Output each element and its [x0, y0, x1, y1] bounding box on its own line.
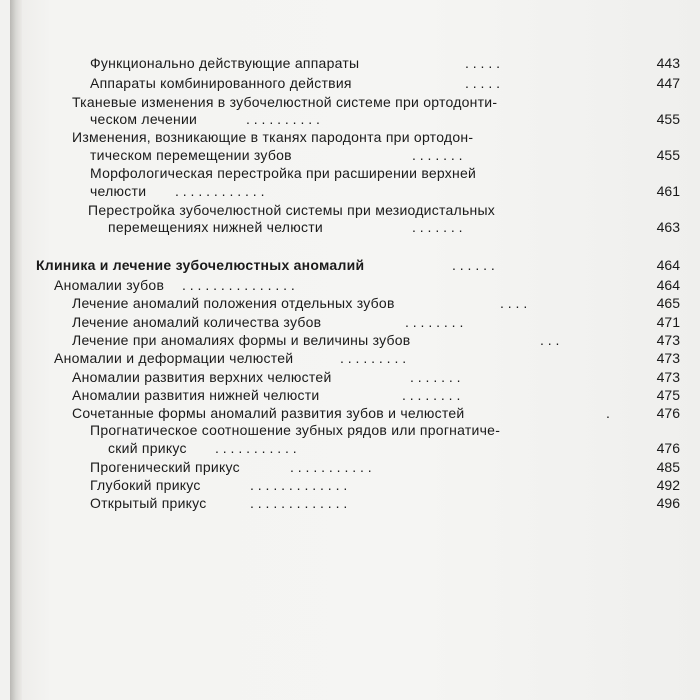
toc-section-heading: Клиника и лечение зубочелюстных аномалий	[36, 257, 365, 273]
toc-entry-line: Лечение аномалий количества зубов	[72, 314, 322, 330]
toc-page-number: 465	[656, 295, 680, 311]
toc-page-number: 455	[656, 147, 680, 163]
toc-page-number: 473	[656, 350, 680, 366]
toc-entry-line: Тканевые изменения в зубочелюстной системе при ортодонти-	[72, 94, 498, 110]
toc-page-number: 476	[656, 405, 680, 421]
toc-page-number: 496	[656, 495, 680, 511]
toc-leader-dots: . . . . . . . . .	[340, 350, 407, 366]
toc-leader-dots: . . . . . . . . . . . . .	[250, 477, 348, 493]
toc-entry-line: Прогенический прикус	[90, 459, 240, 475]
toc-page-number: 485	[656, 459, 680, 475]
toc-page-number: 492	[656, 477, 680, 493]
toc-entry-line: Перестройка зубочелюстной системы при мезиодистальных	[88, 202, 496, 218]
binding-shadow	[10, 0, 22, 700]
toc-page-number: 475	[656, 387, 680, 403]
book-page	[10, 0, 700, 700]
toc-page-number: 476	[656, 440, 680, 456]
toc-leader-dots: . . . . . . . .	[405, 314, 464, 330]
toc-leader-dots: .	[606, 405, 610, 421]
toc-leader-dots: . . . . . . . . . . .	[290, 459, 372, 475]
toc-entry-line: Аппараты комбинированного действия	[90, 75, 352, 91]
toc-entry-line: Аномалии зубов	[54, 277, 165, 293]
toc-page-number: 464	[656, 277, 680, 293]
toc-page-number: 473	[656, 369, 680, 385]
toc-leader-dots: . . . . . . . .	[402, 387, 461, 403]
toc-entry-line: перемещениях нижней челюсти	[108, 219, 323, 235]
toc-entry-line: Морфологическая перестройка при расширении верхней	[90, 165, 477, 181]
toc-leader-dots: . . . . . . .	[412, 147, 463, 163]
toc-page-number: 473	[656, 332, 680, 348]
toc-entry-line: Сочетанные формы аномалий развития зубов и челюстей	[72, 405, 465, 421]
toc-leader-dots: . . . .	[500, 295, 528, 311]
toc-leader-dots: . . .	[540, 332, 560, 348]
toc-leader-dots: . . . . . . .	[412, 219, 463, 235]
toc-page-number: 443	[656, 55, 680, 71]
toc-entry-line: Аномалии и деформации челюстей	[54, 350, 294, 366]
toc-page-number: 461	[656, 183, 680, 199]
toc-leader-dots: . . . . . . .	[410, 369, 461, 385]
toc-page-number: 464	[656, 257, 680, 273]
toc-leader-dots: . . . . . . . . . . . .	[175, 183, 265, 199]
toc-leader-dots: . . . . . . . . . . . . .	[250, 495, 348, 511]
toc-entry-line: Лечение аномалий положения отдельных зубов	[72, 295, 395, 311]
toc-entry-line: Аномалии развития верхних челюстей	[72, 369, 332, 385]
toc-entry-line: Прогнатическое соотношение зубных рядов или прогнатиче-	[90, 422, 501, 438]
toc-page-number: 471	[656, 314, 680, 330]
toc-leader-dots: . . . . . .	[452, 257, 495, 273]
toc-entry-line: челюсти	[90, 183, 147, 199]
toc-entry-line: тическом перемещении зубов	[90, 147, 292, 163]
toc-page-number: 455	[656, 111, 680, 127]
toc-entry-line: Глубокий прикус	[90, 477, 201, 493]
toc-leader-dots: . . . . . . . . . . .	[215, 440, 297, 456]
toc-page-number: 463	[656, 219, 680, 235]
toc-entry-line: Лечение при аномалиях формы и величины зубов	[72, 332, 411, 348]
toc-entry-line: Открытый прикус	[90, 495, 207, 511]
toc-entry-line: Изменения, возникающие в тканях пародонта при ортодон-	[72, 129, 474, 145]
toc-leader-dots: . . . . .	[465, 55, 501, 71]
toc-page-number: 447	[656, 75, 680, 91]
toc-leader-dots: . . . . .	[465, 75, 501, 91]
toc-leader-dots: . . . . . . . . . .	[246, 111, 320, 127]
toc-entry-line: ский прикус	[108, 440, 187, 456]
toc-entry-line: Функционально действующие аппараты	[90, 55, 360, 71]
toc-leader-dots: . . . . . . . . . . . . . . .	[182, 277, 295, 293]
toc-entry-line: ческом лечении	[90, 111, 198, 127]
toc-entry-line: Аномалии развития нижней челюсти	[72, 387, 320, 403]
